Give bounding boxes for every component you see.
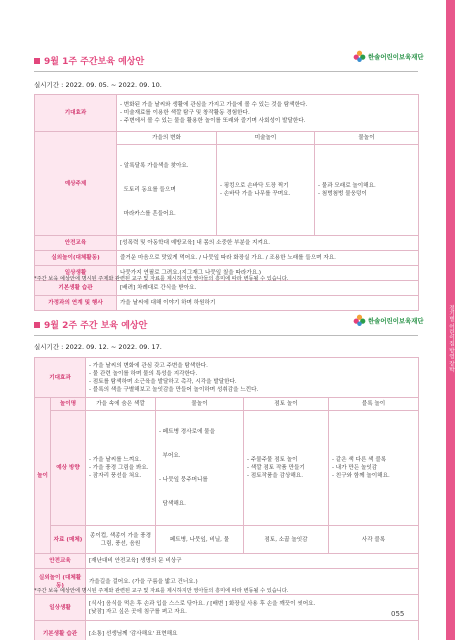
topic-line: 마라카스를 흔들어요. [120,211,176,217]
goal-line: - 물 관련 놀이를 하며 물의 특성을 지각한다. [89,370,198,377]
row-label: 가정과의 연계 및 행사 [35,296,117,311]
table-row [35,398,419,411]
goal-cell [86,358,419,398]
title-bullet-icon [34,322,40,328]
row-value: [배려] 차례대로 간식을 받아요. [117,281,419,296]
material-cell: 종이컵, 색종이 가을 풍경 그림, 풍선, 음원 [86,526,156,554]
week1-footnote: *주간 보육 예상안에 명시된 주제와 관련된 교구 및 자료를 제시하지만 영아들의 흥미에 따라 변동될 수 있습니다. [34,276,289,282]
expected-cell [86,411,156,526]
row-value: [소통] 선생님께 '감사해요' 표현해요 [86,621,419,640]
expected-line: 부어요. [159,453,181,459]
row-label: 실외놀이 (대체활동) [35,569,86,595]
row-line: [낮잠] 자고 싶은 곳에 침구를 펴고 자요. [89,608,187,615]
goal-line: - 미술재료를 이용한 색깔 탐구 및 창작활동 경험한다. [120,110,250,116]
expected-line: - 나뭇잎 뭉주머니를 [159,477,208,483]
week2-footnote: *주간 보육 예상안에 명시된 주제와 관련된 교구 및 자료를 제시하지만 영아들의 흥미에 따라 변동될 수 있습니다. [34,588,289,594]
column-header: 물놀이 [156,398,244,411]
topic-line: - 핑킹으로 손바닥 도장 찍기 [220,183,289,189]
goal-cell [117,95,419,132]
goal-line: - 주변에서 볼 수 있는 물을 활용한 놀이를 또래와 즐기며 사회성이 발달한다. [120,118,306,124]
table-row [35,296,419,311]
row-line: [식사] 음식을 먹은 후 손과 입을 스스로 닦아요. / [배변 ] 화장실 사용 후 손을 깨끗이 씻어요. [89,600,316,607]
logo-text: 한솔어린이보육재단 [368,53,424,61]
expected-cell [156,411,244,526]
title-divider [34,71,418,72]
row-value: 즐거운 마음으로 맛있게 먹어요. / 나뭇잎 따라 화장실 가요. / 조용한 노래를 들으며 자요. [117,251,419,266]
column-header: 가을의 변화 [117,132,217,145]
table-row [35,621,419,640]
week1-title: 9월 1주 주간보육 예상안 [44,57,145,67]
goal-line: - 가을 날씨의 변화에 관심 갖고 주변을 탐색한다. [89,362,208,369]
week2-title-row [34,318,147,331]
material-cell: 사각 블록 [329,526,419,554]
expected-line: - 같은 색 다른 색 블록 [332,457,387,463]
topic-line: 도토리 동요를 들으며 [120,187,176,193]
expected-cell [329,411,419,526]
topic-line: - 손바닥 가을 나무를 꾸며요. [220,191,291,197]
topic-line: - 알록달록 가을색을 찾아요. [120,163,189,169]
topic-cell [117,145,217,236]
table-row [35,554,419,569]
row-value [86,595,419,621]
table-row [35,251,419,266]
topic-cell [217,145,315,236]
foundation-logo [353,50,424,63]
table-row [35,236,419,251]
goal-label: 기대효과 [35,358,86,398]
row-value: 가을 날씨에 대해 이야기 하며 하원하기 [117,296,419,311]
expected-line: - 주물주물 점토 놀이 [247,457,298,463]
column-header: 놀이명 [51,398,86,411]
week1-title-row [34,54,144,67]
expected-line: - 내가 만든 놀잇감 [332,465,378,471]
row-label: 안전교육 [35,236,117,251]
row-label: 일상생활 [35,595,86,621]
flower-logo-icon [353,50,366,63]
goal-line: - 블록의 색을 구별해보고 놀잇감을 만들어 놀이하며 성취감을 느낀다. [89,386,259,393]
row-value: [재난대비 안전교육] 생명의 문 비상구 [86,554,419,569]
goal-line: - 점토를 탐색하며 소근육을 발달하고 촉각, 시각을 발달한다. [89,378,237,385]
expected-line: - 가을 풍경 그림을 봐요. [89,465,149,471]
row-label: 기본생활 습관 [35,281,117,296]
row-label: 기본생활 습관 [35,621,86,640]
topic-cell [315,145,419,236]
week2-title: 9월 2주 주간 보육 예상안 [44,321,148,331]
goal-label: 기대효과 [35,95,117,132]
expected-line: 담색해요. [159,501,186,507]
row-label: 실외놀이(대체활동) [35,251,117,266]
week1-period: 실시기간 : 2022. 09. 05. ~ 2022. 09. 10. [34,81,162,89]
row-value: [성폭력 및 아동학대 예방교육] 내 몸의 소중한 부분을 지켜요. [117,236,419,251]
table-row [35,358,419,398]
column-header: 블록 놀이 [329,398,419,411]
topic-line: - 물과 모래로 놀이해요. [318,183,376,189]
column-header: 물놀이 [315,132,419,145]
title-divider [34,335,418,336]
week2-period: 실시기간 : 2022. 09. 12. ~ 2022. 09. 17. [34,343,162,351]
expected-line: - 색깔 점토 작품 만들기 [247,465,305,471]
row-label: 일상생활 [35,266,117,281]
table-row [35,411,419,526]
column-header: 미술놀이 [217,132,315,145]
play-group-label: 놀이 [35,398,51,554]
expected-line: - 점토작품을 감상해요. [247,473,303,479]
week2-plan-table [34,357,419,640]
title-bullet-icon [34,58,40,64]
expected-line: - 친구와 함께 놀이해요. [332,473,390,479]
topic-line: - 첨벙첨벙 물웅덩이 [318,191,367,197]
table-row [35,526,419,554]
row-value: 나뭇가지 연필로 그려요.(지그재그 나뭇잎 칠을 따라가요.) [117,266,419,281]
side-tab-label: 절기별 어린이집 방영 장박 [448,304,454,372]
topic-label: 예상주제 [35,132,117,236]
expected-label: 예상 방향 [51,411,86,526]
material-label: 자료 (매체) [51,526,86,554]
flower-logo-icon [353,314,366,327]
page-number: 055 [391,610,405,618]
expected-line: - 페트병 경사로에 물을 [159,429,215,435]
expected-line: - 잠자리 풍선을 쳐요. [89,473,142,479]
table-row [35,132,419,145]
table-row [35,281,419,296]
material-cell: 페트병, 나뭇잎, 비닐, 물 [156,526,244,554]
goal-line: - 변화된 가을 날씨와 생활에 관심을 가지고 가을에 볼 수 있는 것을 탐색한다. [120,102,308,108]
foundation-logo [353,314,424,327]
expected-line: - 가을 날씨를 느껴요. [89,457,142,463]
expected-cell [244,411,329,526]
column-header: 가을 속에 숨은 색깔 [86,398,156,411]
row-value: 가을길을 걸어요. (가을 구름을 밟고 건너요.) [86,569,419,595]
column-header: 점토 놀이 [244,398,329,411]
table-row [35,595,419,621]
material-cell: 점토, 소꿉 놀잇감 [244,526,329,554]
logo-text: 한솔어린이보육재단 [368,317,424,325]
row-label: 안전교육 [35,554,86,569]
table-row [35,95,419,132]
